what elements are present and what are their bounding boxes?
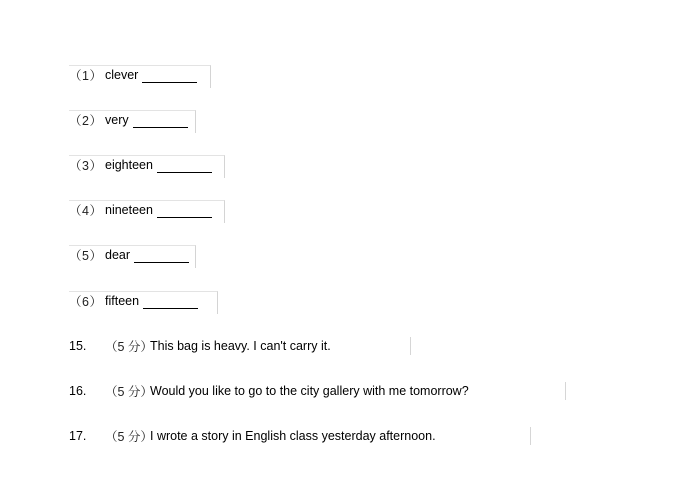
sub-item-word: fifteen bbox=[105, 294, 140, 308]
answer-area-divider bbox=[565, 382, 566, 400]
question-points: （5 分） bbox=[105, 430, 153, 444]
question-17 bbox=[69, 426, 436, 446]
sub-item-word: nineteen bbox=[105, 203, 153, 217]
sub-item-number: （3） bbox=[69, 159, 103, 173]
sub-item-4 bbox=[69, 200, 212, 220]
sub-item-number: （1） bbox=[69, 69, 103, 83]
question-points: （5 分） bbox=[105, 340, 153, 354]
answer-blank[interactable] bbox=[134, 248, 189, 263]
question-16 bbox=[69, 381, 469, 401]
answer-blank[interactable] bbox=[157, 203, 212, 218]
question-number: 16. bbox=[69, 384, 87, 398]
sub-item-number: （5） bbox=[69, 249, 103, 263]
sub-item-2 bbox=[69, 110, 188, 130]
question-text: Would you like to go to the city gallery with me tomorrow? bbox=[150, 384, 469, 398]
answer-blank[interactable] bbox=[133, 113, 188, 128]
answer-blank[interactable] bbox=[142, 68, 197, 83]
question-number: 17. bbox=[69, 429, 87, 443]
answer-area-divider bbox=[530, 427, 531, 445]
answer-area-divider bbox=[410, 337, 411, 355]
question-15 bbox=[69, 336, 331, 356]
question-number: 15. bbox=[69, 339, 87, 353]
question-points: （5 分） bbox=[105, 385, 153, 399]
sub-item-3 bbox=[69, 155, 212, 175]
sub-item-word: dear bbox=[105, 248, 131, 262]
answer-blank[interactable] bbox=[157, 158, 212, 173]
sub-item-number: （4） bbox=[69, 204, 103, 218]
sub-item-6 bbox=[69, 291, 198, 311]
question-text: I wrote a story in English class yesterday afternoon. bbox=[150, 429, 436, 443]
sub-item-word: very bbox=[105, 113, 129, 127]
sub-item-word: eighteen bbox=[105, 158, 153, 172]
sub-item-number: （6） bbox=[69, 295, 103, 309]
sub-item-number: （2） bbox=[69, 114, 103, 128]
sub-item-5 bbox=[69, 245, 189, 265]
answer-blank[interactable] bbox=[143, 294, 198, 309]
sub-item-1 bbox=[69, 65, 197, 85]
question-text: This bag is heavy. I can't carry it. bbox=[150, 339, 331, 353]
sub-item-word: clever bbox=[105, 68, 139, 82]
